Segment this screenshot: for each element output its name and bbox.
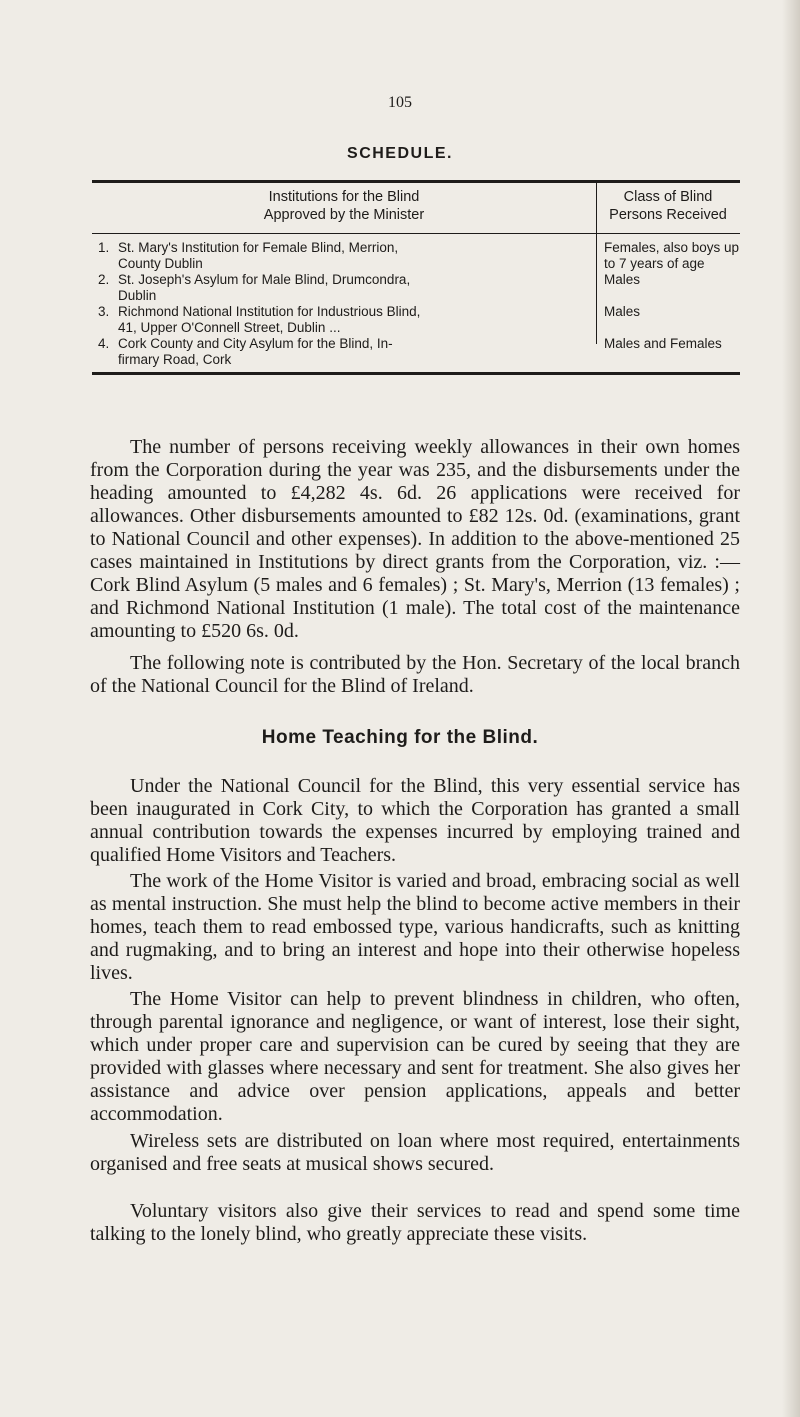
row-institution-line1: Richmond National Institution for Industrious Blind, [118, 304, 421, 319]
schedule-table [92, 180, 740, 375]
paragraph-prevent-blindness: The Home Visitor can help to prevent blindness in children, who often, through parental ignorance and negligence, or want of interest, lose their sight, which under proper care and supervision can be cured by seeing that they are provided with glasses where necessary and sent for treatment. She also gives her assistance and advice over pension applications, appeals and better accommodation. [90, 988, 740, 1125]
row-class-line1: Males [604, 272, 641, 287]
header-divider [596, 183, 597, 233]
row-institution-line1: St. Joseph's Asylum for Male Blind, Drumcondra, [118, 272, 411, 287]
row-institution-line1: St. Mary's Institution for Female Blind, Merrion, [118, 240, 399, 255]
row-class-line1: Males [604, 304, 641, 319]
schedule-title: SCHEDULE. [347, 145, 453, 162]
paragraph-voluntary: Voluntary visitors also give their services to read and spend some time talking to the lonely blind, who greatly appreciate these visits. [90, 1200, 740, 1245]
paragraph-home-visitor-work: The work of the Home Visitor is varied and broad, embracing social as well as mental instruction. She must help the blind to become active members in their homes, teach them to read embossed type, various handicrafts, such as knitting and rugmaking, and to bring an interest and hope into their otherwise hopeless lives. [90, 870, 740, 984]
row-institution-line2: County Dublin [118, 256, 203, 271]
page-edge-shadow [782, 0, 800, 1417]
row-institution-line1: Cork County and City Asylum for the Blind, In- [118, 336, 393, 351]
header-institutions-line2: Approved by the Minister [263, 207, 425, 223]
table-header [92, 183, 740, 233]
row-number: 4. [98, 336, 110, 351]
section-heading: Home Teaching for the Blind. [261, 727, 539, 748]
row-class-line1: Females, also boys up [604, 240, 740, 255]
header-class-line2: Persons Received [609, 207, 727, 223]
header-class-line1: Class of Blind [623, 189, 713, 205]
header-institutions-line1: Institutions for the Blind [268, 189, 420, 205]
table-bottom-rule [92, 372, 740, 375]
row-class-line1: Males and Females [604, 336, 722, 351]
row-number: 2. [98, 272, 110, 287]
header-institutions [92, 183, 596, 233]
row-number: 1. [98, 240, 110, 255]
paragraph-wireless: Wireless sets are distributed on loan where most required, entertainments organised and free seats at musical shows secured. [90, 1130, 740, 1175]
paragraph-note: The following note is contributed by the Hon. Secretary of the local branch of the National Council for the Blind of Ireland. [90, 652, 740, 697]
row-number: 3. [98, 304, 110, 319]
row-institution-line2: firmary Road, Cork [118, 352, 232, 367]
paragraph-allowances: The number of persons receiving weekly allowances in their own homes from the Corporation during the year was 235, and the disbursements under the heading amounted to £4,282 4s. 6d. 26 applications were received for allowances. Other disbursements amounted to £82 12s. 0d. (examinations, grant to National Council and other expenses). In addition to the above-mentioned 25 cases maintained in Institutions by direct grants from the Corporation, viz. :—Cork Blind Asylum (5 males and 6 females) ; St. Mary's, Merrion (13 females) ; and Richmond National Institution (1 male). The total cost of the maintenance amounting to £520 6s. 0d. [90, 436, 740, 642]
body-divider [596, 234, 597, 344]
row-class-line2: to 7 years of age [604, 256, 705, 271]
row-institution-line2: 41, Upper O'Connell Street, Dublin ... [118, 320, 341, 335]
row-institution-line2: Dublin [118, 288, 157, 303]
paragraph-service: Under the National Council for the Blind, this very essential service has been inaugurated in Cork City, to which the Corporation has granted a small annual contribution towards the expenses incurred by employing trained and qualified Home Visitors and Teachers. [90, 775, 740, 866]
header-class [596, 183, 740, 233]
table-body [92, 234, 740, 367]
page-number: 105 [388, 94, 412, 111]
